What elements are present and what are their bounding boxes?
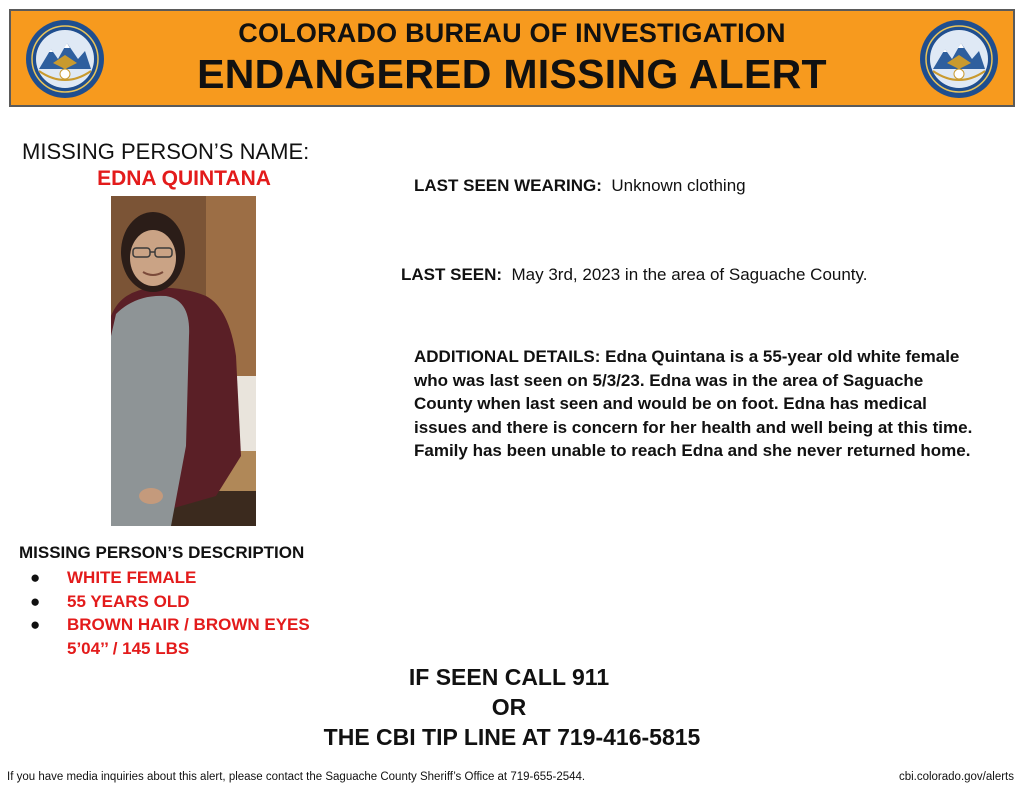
additional-details bbox=[414, 345, 974, 463]
description-item: 5’04’’ / 145 LBS bbox=[67, 638, 190, 658]
additional-details-label: ADDITIONAL DETAILS: bbox=[414, 347, 601, 366]
description-item: WHITE FEMALE bbox=[67, 568, 197, 587]
missing-person-photo bbox=[111, 196, 256, 526]
website-link[interactable]: cbi.colorado.gov/alerts bbox=[898, 771, 1014, 783]
bullet-icon: ● bbox=[30, 615, 41, 634]
description-list bbox=[30, 566, 310, 660]
description-item: BROWN HAIR / BROWN EYES bbox=[67, 615, 310, 634]
bullet-icon: ● bbox=[30, 591, 41, 611]
list-item bbox=[30, 637, 310, 661]
last-seen-label: LAST SEEN: bbox=[401, 265, 503, 284]
list-item bbox=[30, 566, 310, 590]
call-911-text: IF SEEN CALL 911 bbox=[408, 664, 610, 690]
last-seen-wearing-value: Unknown clothing bbox=[611, 176, 746, 195]
or-text: OR bbox=[491, 694, 527, 720]
cbi-seal-icon bbox=[919, 19, 999, 99]
last-seen bbox=[401, 265, 868, 285]
description-item: 55 YEARS OLD bbox=[67, 591, 190, 611]
list-item bbox=[30, 613, 310, 637]
bullet-icon: ● bbox=[30, 568, 41, 587]
list-item bbox=[30, 590, 310, 614]
agency-name: COLORADO BUREAU OF INVESTIGATION bbox=[238, 18, 786, 48]
additional-details-text: Edna Quintana is a 55-year old white female who was last seen on 5/3/23. Edna was in the area of Saguache County when last seen and would be on foot. Edna has medical issues and there is concern for her health and well being at this time. Family has been unable to reach Edna and she never returned home. bbox=[414, 347, 973, 460]
missing-person-name-label: MISSING PERSON’S NAME: bbox=[22, 139, 310, 164]
media-inquiry-note: If you have media inquiries about this alert, please contact the Saguache County Sheriff’s Office at 719-655-2544. bbox=[7, 771, 586, 783]
alert-title: ENDANGERED MISSING ALERT bbox=[197, 51, 827, 97]
last-seen-value: May 3rd, 2023 in the area of Saguache County. bbox=[511, 265, 868, 284]
alert-banner bbox=[9, 9, 1015, 107]
description-label: MISSING PERSON’S DESCRIPTION bbox=[19, 543, 305, 562]
last-seen-wearing bbox=[414, 176, 746, 196]
tip-line-text: THE CBI TIP LINE AT 719-416-5815 bbox=[323, 724, 701, 750]
missing-person-name: EDNA QUINTANA bbox=[97, 167, 271, 190]
last-seen-wearing-label: LAST SEEN WEARING: bbox=[414, 176, 602, 195]
